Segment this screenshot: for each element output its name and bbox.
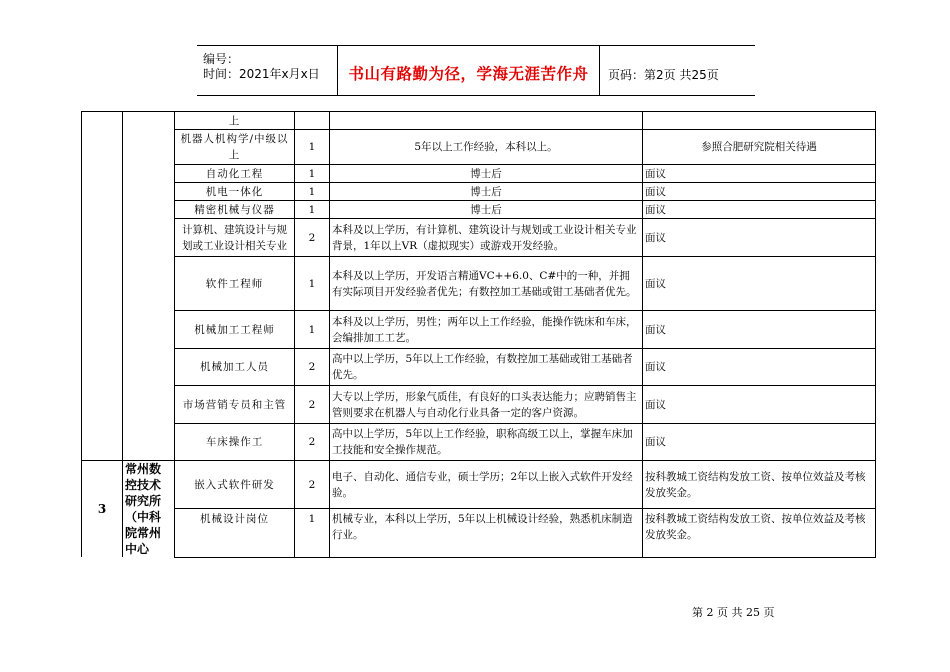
position-cell: 软件工程师 [175, 257, 295, 311]
requirements-cell: 大专以上学历，形象气质佳，有良好的口头表达能力；应聘销售主管则要求在机器人与自动化行业具备一定的客户资源。 [330, 386, 643, 424]
position-cell: 机械加工人员 [175, 349, 295, 386]
count-cell: 2 [295, 386, 330, 424]
requirements-cell: 5年以上工作经验，本科以上。 [330, 130, 643, 165]
benefits-cell: 面议 [643, 424, 876, 461]
requirements-cell: 高中以上学历，5年以上工作经验，有数控加工基础或钳工基础者优先。 [330, 349, 643, 386]
table-row [82, 509, 876, 557]
count-cell: 1 [295, 183, 330, 201]
position-cell: 上 [175, 112, 295, 130]
institute-index-cell: 3 [82, 461, 123, 558]
header-meta-cell [197, 45, 338, 96]
position-cell: 机器人机构学/中级以上 [175, 130, 295, 165]
position-cell: 机电一体化 [175, 183, 295, 201]
table-row [82, 201, 876, 219]
benefits-cell: 面议 [643, 201, 876, 219]
position-cell: 机械设计岗位 [175, 509, 295, 557]
benefits-cell: 面议 [643, 219, 876, 257]
position-cell: 机械加工工程师 [175, 311, 295, 349]
requirements-cell: 博士后 [330, 165, 643, 183]
benefits-cell: 面议 [643, 386, 876, 424]
requirements-cell: 本科及以上学历，有计算机、建筑设计与规划或工业设计相关专业背景，1年以上VR（虚拟现实）或游戏开发经验。 [330, 219, 643, 257]
benefits-cell: 面议 [643, 257, 876, 311]
document-number-label: 编号： [203, 52, 240, 66]
document-time-label: 时间：2021年x月x日 [203, 67, 320, 81]
table-row [82, 219, 876, 257]
count-cell: 2 [295, 461, 330, 509]
requirements-cell: 本科及以上学历，开发语言精通VC++6.0、C#中的一种，并拥有实际项目开发经验者优先；有数控加工基础或钳工基础者优先。 [330, 257, 643, 311]
position-cell: 计算机、建筑设计与规划或工业设计相关专业 [175, 219, 295, 257]
requirements-cell: 博士后 [330, 183, 643, 201]
benefits-cell: 面议 [643, 349, 876, 386]
count-cell: 1 [295, 509, 330, 557]
count-cell: 2 [295, 349, 330, 386]
institute-name-cell: 常州数控技术研究所（中科院常州中心 [123, 461, 175, 558]
requirements-cell: 博士后 [330, 201, 643, 219]
requirements-cell: 本科及以上学历，男性；两年以上工作经验，能操作铣床和车床，会编排加工工艺。 [330, 311, 643, 349]
table-row [82, 112, 876, 130]
count-cell: 1 [295, 201, 330, 219]
benefits-cell: 参照合肥研究院相关待遇 [643, 130, 876, 165]
requirements-cell [330, 112, 643, 130]
table-row [82, 165, 876, 183]
header-page-cell [600, 45, 755, 96]
benefits-cell: 按科教城工资结构发放工资、按单位效益及考核发放奖金。 [643, 461, 876, 509]
count-cell: 1 [295, 311, 330, 349]
benefits-cell: 按科教城工资结构发放工资、按单位效益及考核发放奖金。 [643, 509, 876, 557]
position-cell: 自动化工程 [175, 165, 295, 183]
header-motto-cell [338, 45, 600, 96]
page-header [197, 45, 755, 96]
count-cell: 1 [295, 165, 330, 183]
requirements-cell: 电子、自动化、通信专业，硕士学历；2年以上嵌入式软件开发经验。 [330, 461, 643, 509]
benefits-cell: 面议 [643, 183, 876, 201]
position-cell: 精密机械与仪器 [175, 201, 295, 219]
benefits-cell [643, 112, 876, 130]
table-row [82, 130, 876, 165]
table-row [82, 183, 876, 201]
position-cell: 车床操作工 [175, 424, 295, 461]
count-cell: 2 [295, 424, 330, 461]
index-cell [82, 112, 123, 461]
motto-text: 书山有路勤为径，学海无涯苦作舟 [348, 65, 589, 83]
position-cell: 嵌入式软件研发 [175, 461, 295, 509]
count-cell [295, 112, 330, 130]
header-page-label: 页码：第2页 共25页 [608, 68, 719, 82]
benefits-cell: 面议 [643, 311, 876, 349]
requirements-cell: 机械专业，本科以上学历，5年以上机械设计经验，熟悉机床制造行业。 [330, 509, 643, 557]
count-cell: 1 [295, 257, 330, 311]
table-row [82, 349, 876, 386]
recruitment-table [81, 111, 876, 558]
table-row [82, 461, 876, 509]
institute-cell [123, 112, 175, 461]
position-cell: 市场营销专员和主管 [175, 386, 295, 424]
count-cell: 1 [295, 130, 330, 165]
benefits-cell: 面议 [643, 165, 876, 183]
table-row [82, 386, 876, 424]
count-cell: 2 [295, 219, 330, 257]
table-row [82, 257, 876, 311]
table-row [82, 424, 876, 461]
requirements-cell: 高中以上学历，5年以上工作经验，职称高级工以上，掌握车床加工技能和安全操作规范。 [330, 424, 643, 461]
table-row [82, 311, 876, 349]
page-footer: 第 2 页 共 25 页 [692, 606, 775, 619]
